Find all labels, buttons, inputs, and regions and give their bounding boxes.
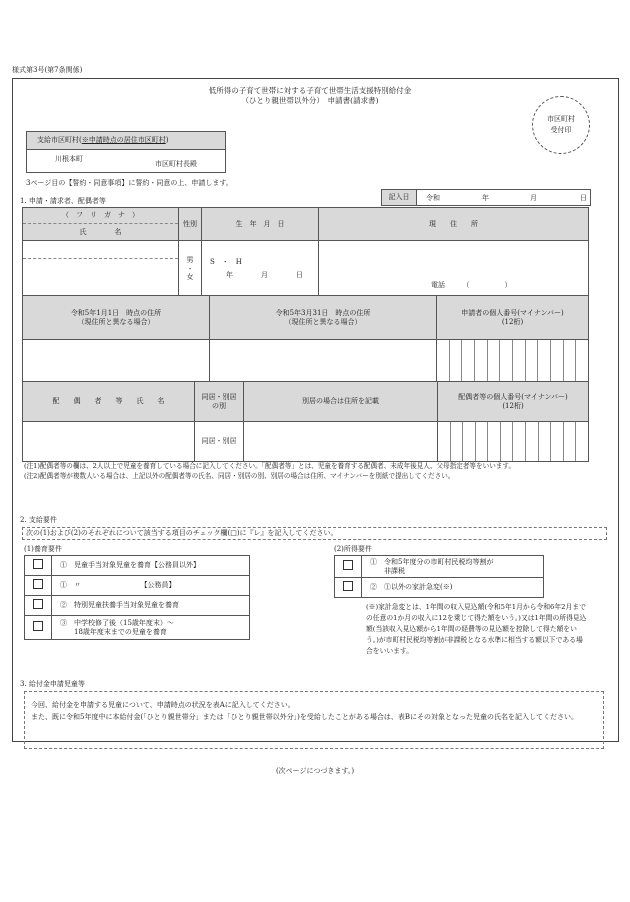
entry-date-box[interactable] — [381, 189, 591, 206]
item-text2: 非課税 — [384, 566, 405, 575]
item-text: 児童手当対象児童を養育【公務員以外】 — [74, 561, 200, 570]
entry-date-month: 月 — [530, 194, 537, 202]
sex-female[interactable]: 女 — [186, 273, 194, 282]
municipality-heading-suffix: ) — [165, 136, 169, 144]
checkbox[interactable] — [33, 599, 43, 609]
upbringing-check-2[interactable] — [25, 576, 52, 596]
checkbox[interactable] — [33, 579, 43, 589]
addr-jan-header — [23, 296, 210, 340]
stamp-line1: 市区町村 — [547, 115, 575, 123]
addr-jan-label: 令和5年1月1日 時点の住所 — [70, 308, 162, 317]
upbringing-check-4[interactable] — [25, 616, 52, 640]
sex-header: 性別 — [179, 208, 202, 241]
spouse-number-digits-label: (12桁) — [502, 401, 524, 410]
item-num: ③ — [60, 618, 67, 627]
addr-mar-label: 令和5年3月31日 時点の住所 — [275, 308, 371, 317]
municipality-town[interactable]: 川根本町 — [55, 155, 83, 163]
spouse-name-header: 配 偶 者 等 氏 名 — [23, 382, 195, 422]
checkbox[interactable] — [33, 559, 43, 569]
income-item-1 — [362, 556, 544, 578]
entry-date-era: 令和 — [426, 194, 440, 202]
birth-header: 生 年 月 日 — [202, 208, 319, 241]
income-item-2 — [362, 578, 544, 598]
reception-stamp — [532, 96, 590, 154]
applicant-number-digits[interactable] — [437, 340, 588, 382]
note2: (注2)配偶者等が複数人いる場合は、上記以外の配偶者等の氏名、同居・別居の別、別居の場合は住所、マイナンバーを別紙で提出してください。 — [24, 472, 455, 480]
address-cell[interactable] — [319, 241, 589, 298]
applicant-number-label: 申請者の個人番号(マイナンバー) — [461, 308, 564, 317]
birth-era[interactable]: S ・ H — [210, 258, 242, 267]
name-header — [23, 208, 179, 241]
applicant-table — [22, 207, 589, 298]
name-input[interactable] — [23, 259, 178, 297]
municipality-heading-prefix: 支給市区町村( — [37, 136, 82, 144]
form-title-line1: 低所得の子育て世帯に対する子育て世帯生活支援特別給付金 — [208, 86, 412, 95]
stamp-line2: 受付印 — [550, 126, 572, 134]
instruction: 3ページ目の【誓約・同意事項】に誓約・同意の上、申請します。 — [26, 179, 233, 187]
municipality-heading — [27, 132, 225, 150]
item-text: 令和5年度分の市町村民税均等割が — [384, 557, 494, 566]
sex-cell[interactable] — [179, 241, 202, 298]
section2-heading: 2. 支給要件 — [20, 516, 57, 524]
name-cell[interactable] — [23, 241, 179, 298]
spouse-number-digits[interactable] — [438, 422, 588, 461]
income-check-1[interactable] — [335, 556, 362, 578]
form-title-line2: （ひとり親世帯以外分） 申請書(請求書) — [241, 96, 379, 105]
upbringing-check-1[interactable] — [25, 556, 52, 576]
right-heading: (2)所得要件 — [334, 545, 372, 553]
addr-jan-note: （現住所と異なる場合） — [77, 317, 155, 326]
birth-cell[interactable] — [202, 241, 319, 298]
addr-jan-input[interactable] — [23, 340, 210, 383]
section2-instruction: 次の(1)および(2)のそれぞれについて該当する項目のチェック欄(□)に『レ』を記入してください。 — [22, 527, 607, 540]
section3-heading: 3. 給付金申請児童等 — [20, 680, 85, 688]
entry-date-day: 日 — [580, 194, 587, 202]
address-header: 現 住 所 — [319, 208, 589, 241]
spouse-number-header — [438, 382, 589, 422]
addr-mar-header — [210, 296, 437, 340]
phone-label: 電話 （ ） — [431, 281, 512, 289]
municipality-box — [26, 131, 226, 173]
item-num: ① — [60, 581, 67, 590]
municipality-mayor: 市区町村長殿 — [155, 160, 197, 168]
item-num: ① — [370, 557, 377, 566]
entry-date-year: 年 — [482, 194, 489, 202]
section1-heading: 1. 申請・請求者、配偶者等 — [20, 197, 106, 205]
sex-male[interactable]: 男 — [186, 255, 194, 264]
checkbox[interactable] — [343, 560, 353, 570]
item-text: ①以外の家計急変(※) — [384, 583, 453, 592]
upbringing-item-4 — [52, 616, 250, 640]
separate-address-input[interactable] — [244, 422, 438, 462]
income-table — [334, 555, 544, 598]
section3-text1: 今回、給付金を申請する児童について、申請時点の状況を表Aに記入してください。 — [31, 701, 295, 709]
item-text2: 18歳年度末までの児童を養育 — [74, 627, 167, 636]
separate-address-header: 別居の場合は住所を記載 — [244, 382, 438, 422]
item-text: 〃 【公務員】 — [74, 581, 176, 590]
spouse-number-input[interactable] — [438, 422, 589, 462]
item-text: 中学校修了後（15歳年度末）～ — [74, 618, 174, 627]
income-explanation: (※)家計急変とは、1年間の収入見込額(令和5年1月から令和6年2月までの任意の1か月の収入に12を乗じて得た額をいう。)又は1年間の所得見込額(当該収入見込額から1年間の経費等の見込額を控除して得た額をいう。)が市町村民税均等割が非課税となる水準に相当する額以下である場合をいいます。 — [366, 603, 587, 655]
previous-address-table — [22, 295, 589, 383]
cohab-label: 同居・別居 — [201, 392, 237, 401]
spouse-table — [22, 381, 589, 462]
item-num: ② — [370, 583, 377, 592]
spouse-name-input[interactable] — [23, 422, 195, 462]
sex-dot: ・ — [186, 264, 194, 273]
item-text: 特別児童扶養手当対象児童を養育 — [74, 601, 179, 610]
left-heading: (1)養育要件 — [24, 545, 62, 553]
addr-mar-note: （現住所と異なる場合） — [284, 317, 362, 326]
checkbox[interactable] — [33, 621, 43, 631]
entry-date-label: 記入日 — [382, 190, 417, 205]
item-num: ① — [60, 561, 67, 570]
birth-date[interactable]: 年 月 日 — [226, 271, 303, 279]
furigana-input[interactable] — [23, 241, 178, 259]
checkbox[interactable] — [343, 581, 353, 591]
section3-text2: また、既に令和5年度中に本給付金(「ひとり親世帯分」または「ひとり親世帯以外分」)を受給したことがある場合は、表Bにその対象となった児童の氏名を記入してください。 — [31, 713, 579, 721]
cohab-note: の別 — [212, 401, 226, 410]
upbringing-item-2 — [52, 576, 250, 596]
municipality-heading-note: ※申請時点の居住市区町村 — [81, 136, 166, 144]
section3-box — [24, 691, 604, 749]
applicant-number-input[interactable] — [437, 340, 589, 383]
cohab-header — [195, 382, 244, 422]
addr-mar-input[interactable] — [210, 340, 437, 383]
cohab-value[interactable]: 同居・別居 — [195, 422, 244, 462]
income-check-2[interactable] — [335, 578, 362, 598]
furigana-label: （ フ リ ガ ナ ） — [23, 208, 178, 224]
item-num: ② — [60, 601, 67, 610]
upbringing-item-1 — [52, 556, 250, 576]
form-id: 様式第3号(第7条関係) — [12, 66, 83, 74]
footer-note: (次ページにつづきます。) — [275, 767, 355, 775]
applicant-number-header — [437, 296, 589, 340]
spouse-number-label: 配偶者等の個人番号(マイナンバー) — [458, 392, 568, 401]
upbringing-check-3[interactable] — [25, 596, 52, 616]
upbringing-item-3 — [52, 596, 250, 616]
note1: (注1)配偶者等の欄は、2人以上で児童を養育している場合に記入してください。「配偶者等」とは、児童を養育する配偶者、未成年後見人、父母指定者等をいいます。 — [24, 462, 516, 470]
applicant-number-digits-label: (12桁) — [501, 317, 524, 326]
name-label: 氏 名 — [79, 228, 122, 236]
upbringing-table — [24, 555, 250, 640]
